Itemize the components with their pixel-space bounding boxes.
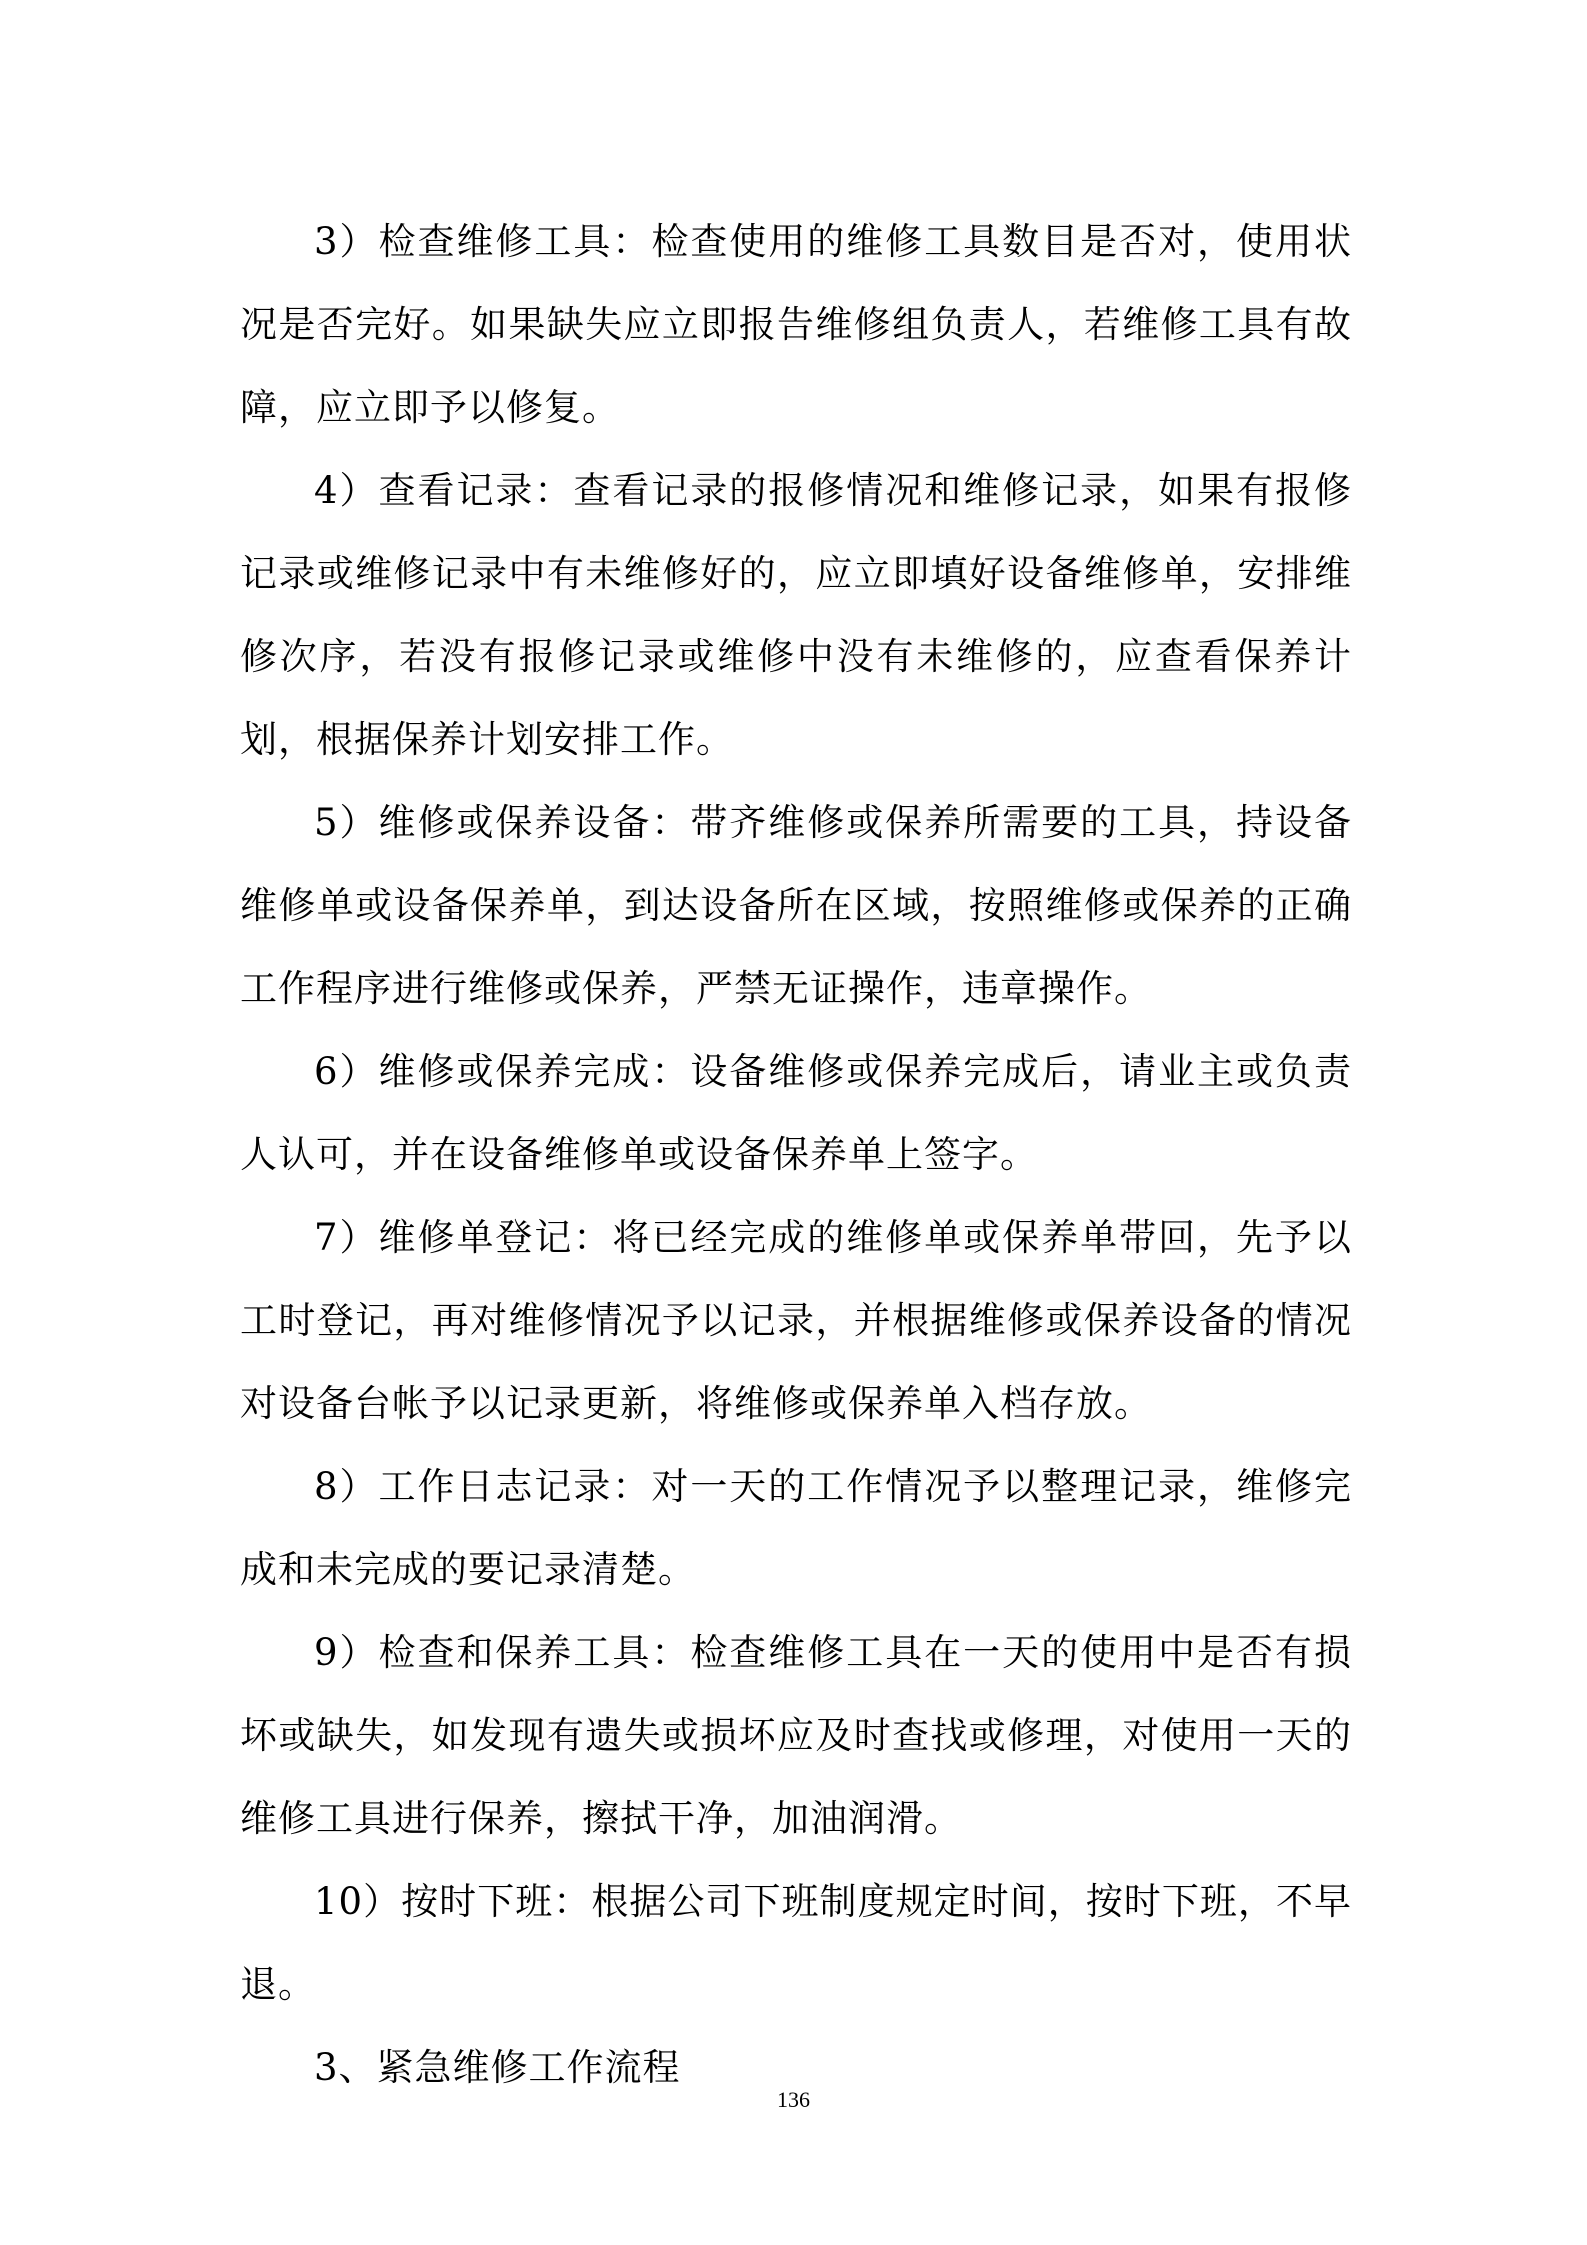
page-body	[240, 200, 1352, 2109]
page-number: 136	[777, 2087, 810, 2112]
paragraph-step-6: 6）维修或保养完成：设备维修或保养完成后，请业主或负责人认可，并在设备维修单或设备保养单上签字。	[240, 1050, 1352, 1176]
section-heading: 3、紧急维修工作流程	[314, 2046, 681, 2089]
paragraph-step-10: 10）按时下班：根据公司下班制度规定时间，按时下班，不早退。	[240, 1880, 1352, 2006]
paragraph-step-5: 5）维修或保养设备：带齐维修或保养所需要的工具，持设备维修单或设备保养单，到达设备所在区域，按照维修或保养的正确工作程序进行维修或保养，严禁无证操作，违章操作。	[240, 801, 1352, 1010]
paragraph-step-7: 7）维修单登记：将已经完成的维修单或保养单带回，先予以工时登记，再对维修情况予以记录，并根据维修或保养设备的情况对设备台帐予以记录更新，将维修或保养单入档存放。	[240, 1216, 1352, 1425]
paragraph-step-3: 3）检查维修工具：检查使用的维修工具数目是否对，使用状况是否完好。如果缺失应立即报告维修组负责人，若维修工具有故障，应立即予以修复。	[240, 220, 1352, 429]
paragraph-step-8: 8）工作日志记录：对一天的工作情况予以整理记录，维修完成和未完成的要记录清楚。	[240, 1465, 1352, 1591]
paragraph-step-9: 9）检查和保养工具：检查维修工具在一天的使用中是否有损坏或缺失，如发现有遗失或损坏应及时查找或修理，对使用一天的维修工具进行保养，擦拭干净，加油润滑。	[240, 1631, 1352, 1840]
paragraph-step-4: 4）查看记录：查看记录的报修情况和维修记录，如果有报修记录或维修记录中有未维修好的，应立即填好设备维修单，安排维修次序，若没有报修记录或维修中没有未维修的，应查看保养计划，根据保养计划安排工作。	[240, 469, 1352, 761]
